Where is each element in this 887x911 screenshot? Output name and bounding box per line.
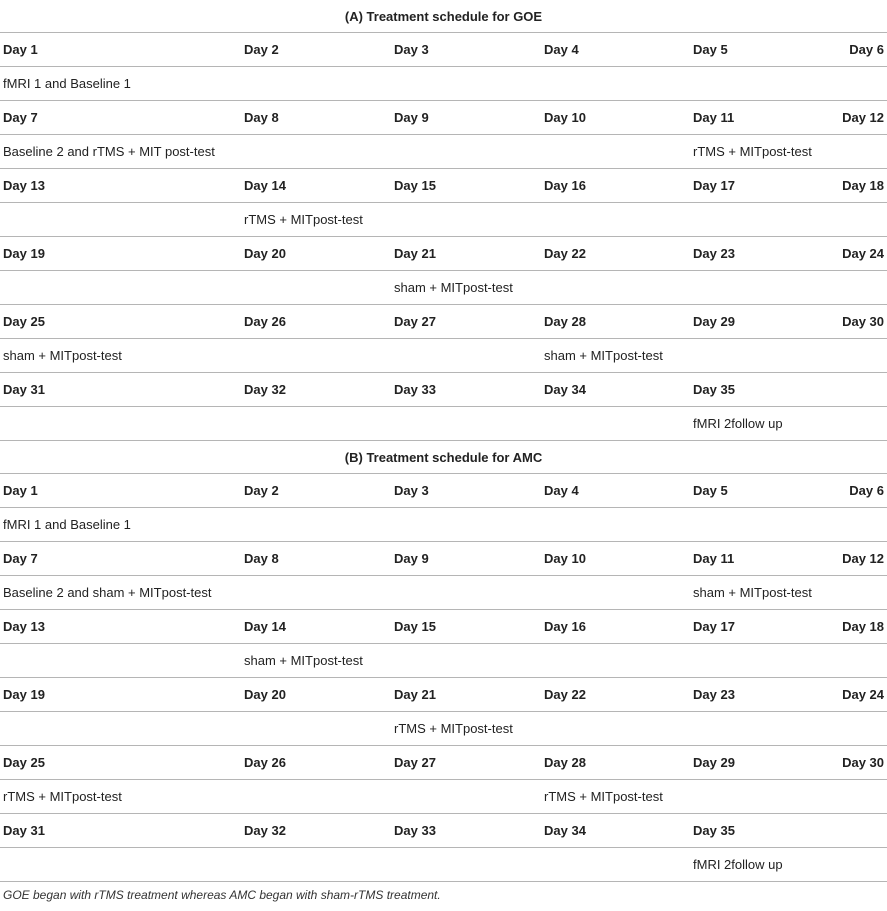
- day-cell: Day 27: [394, 755, 436, 770]
- day-cell: Day 23: [693, 687, 735, 702]
- day-cell: Day 17: [693, 178, 735, 193]
- table-goe: [0, 0, 887, 441]
- day-cell: Day 26: [244, 755, 286, 770]
- day-cell: Day 30: [842, 755, 884, 770]
- event-cell: fMRI 1 and Baseline 1: [3, 76, 131, 91]
- week-row-events: [0, 67, 887, 101]
- day-cell: Day 15: [394, 178, 436, 193]
- week-row-events: [0, 644, 887, 678]
- day-cell: Day 31: [3, 382, 45, 397]
- day-cell: Day 18: [842, 178, 884, 193]
- day-cell: Day 33: [394, 382, 436, 397]
- day-cell: Day 21: [394, 246, 436, 261]
- day-cell: Day 11: [693, 551, 735, 566]
- day-cell: Day 33: [394, 823, 436, 838]
- event-cell: sham + MITpost-test: [3, 348, 122, 363]
- event-cell: Baseline 2 and rTMS + MIT post-test: [3, 144, 215, 159]
- week-row-days: [0, 33, 887, 67]
- week-row-events: [0, 407, 887, 441]
- day-cell: Day 15: [394, 619, 436, 634]
- event-cell: fMRI 2follow up: [693, 416, 783, 431]
- table-footnote: GOE began with rTMS treatment whereas AMC began with sham-rTMS treatment.: [3, 888, 441, 902]
- day-cell: Day 7: [3, 110, 38, 125]
- day-cell: Day 6: [849, 42, 884, 57]
- table-title: (B) Treatment schedule for AMC: [0, 441, 887, 474]
- day-cell: Day 19: [3, 246, 45, 261]
- day-cell: Day 9: [394, 551, 429, 566]
- day-cell: Day 10: [544, 110, 586, 125]
- day-cell: Day 1: [3, 483, 38, 498]
- week-row-days: [0, 678, 887, 712]
- day-cell: Day 21: [394, 687, 436, 702]
- day-cell: Day 34: [544, 382, 586, 397]
- day-cell: Day 29: [693, 755, 735, 770]
- day-cell: Day 3: [394, 483, 429, 498]
- day-cell: Day 8: [244, 551, 279, 566]
- week-row-events: [0, 135, 887, 169]
- day-cell: Day 28: [544, 755, 586, 770]
- day-cell: Day 2: [244, 483, 279, 498]
- day-cell: Day 24: [842, 687, 884, 702]
- day-cell: Day 1: [3, 42, 38, 57]
- table-amc: [0, 441, 887, 882]
- day-cell: Day 6: [849, 483, 884, 498]
- day-cell: Day 25: [3, 314, 45, 329]
- day-cell: Day 30: [842, 314, 884, 329]
- event-cell: sham + MITpost-test: [544, 348, 663, 363]
- week-row-events: [0, 576, 887, 610]
- event-cell: rTMS + MITpost-test: [544, 789, 663, 804]
- day-cell: Day 17: [693, 619, 735, 634]
- day-cell: Day 31: [3, 823, 45, 838]
- event-cell: fMRI 1 and Baseline 1: [3, 517, 131, 532]
- day-cell: Day 8: [244, 110, 279, 125]
- week-row-events: [0, 339, 887, 373]
- week-row-events: [0, 271, 887, 305]
- week-row-days: [0, 814, 887, 848]
- week-row-events: [0, 780, 887, 814]
- day-cell: Day 27: [394, 314, 436, 329]
- week-row-events: [0, 203, 887, 237]
- day-cell: Day 20: [244, 246, 286, 261]
- day-cell: Day 3: [394, 42, 429, 57]
- week-row-days: [0, 169, 887, 203]
- day-cell: Day 14: [244, 178, 286, 193]
- event-cell: rTMS + MITpost-test: [3, 789, 122, 804]
- day-cell: Day 24: [842, 246, 884, 261]
- week-row-days: [0, 746, 887, 780]
- day-cell: Day 13: [3, 178, 45, 193]
- week-row-days: [0, 305, 887, 339]
- day-cell: Day 7: [3, 551, 38, 566]
- day-cell: Day 14: [244, 619, 286, 634]
- day-cell: Day 26: [244, 314, 286, 329]
- day-cell: Day 12: [842, 110, 884, 125]
- day-cell: Day 5: [693, 483, 728, 498]
- day-cell: Day 20: [244, 687, 286, 702]
- day-cell: Day 35: [693, 823, 735, 838]
- day-cell: Day 9: [394, 110, 429, 125]
- event-cell: sham + MITpost-test: [244, 653, 363, 668]
- day-cell: Day 22: [544, 687, 586, 702]
- event-cell: sham + MITpost-test: [693, 585, 812, 600]
- day-cell: Day 5: [693, 42, 728, 57]
- day-cell: Day 28: [544, 314, 586, 329]
- day-cell: Day 12: [842, 551, 884, 566]
- week-row-days: [0, 373, 887, 407]
- week-row-events: [0, 848, 887, 882]
- event-cell: fMRI 2follow up: [693, 857, 783, 872]
- day-cell: Day 19: [3, 687, 45, 702]
- day-cell: Day 11: [693, 110, 735, 125]
- week-row-events: [0, 712, 887, 746]
- week-row-events: [0, 508, 887, 542]
- week-row-days: [0, 474, 887, 508]
- day-cell: Day 25: [3, 755, 45, 770]
- day-cell: Day 16: [544, 178, 586, 193]
- day-cell: Day 34: [544, 823, 586, 838]
- day-cell: Day 32: [244, 823, 286, 838]
- day-cell: Day 13: [3, 619, 45, 634]
- day-cell: Day 18: [842, 619, 884, 634]
- week-row-days: [0, 237, 887, 271]
- day-cell: Day 23: [693, 246, 735, 261]
- event-cell: Baseline 2 and sham + MITpost-test: [3, 585, 212, 600]
- day-cell: Day 4: [544, 483, 579, 498]
- day-cell: Day 16: [544, 619, 586, 634]
- day-cell: Day 32: [244, 382, 286, 397]
- day-cell: Day 4: [544, 42, 579, 57]
- week-row-days: [0, 101, 887, 135]
- table-title: (A) Treatment schedule for GOE: [0, 0, 887, 33]
- day-cell: Day 35: [693, 382, 735, 397]
- event-cell: rTMS + MITpost-test: [244, 212, 363, 227]
- event-cell: rTMS + MITpost-test: [394, 721, 513, 736]
- week-row-days: [0, 610, 887, 644]
- event-cell: rTMS + MITpost-test: [693, 144, 812, 159]
- day-cell: Day 2: [244, 42, 279, 57]
- day-cell: Day 22: [544, 246, 586, 261]
- week-row-days: [0, 542, 887, 576]
- day-cell: Day 29: [693, 314, 735, 329]
- event-cell: sham + MITpost-test: [394, 280, 513, 295]
- day-cell: Day 10: [544, 551, 586, 566]
